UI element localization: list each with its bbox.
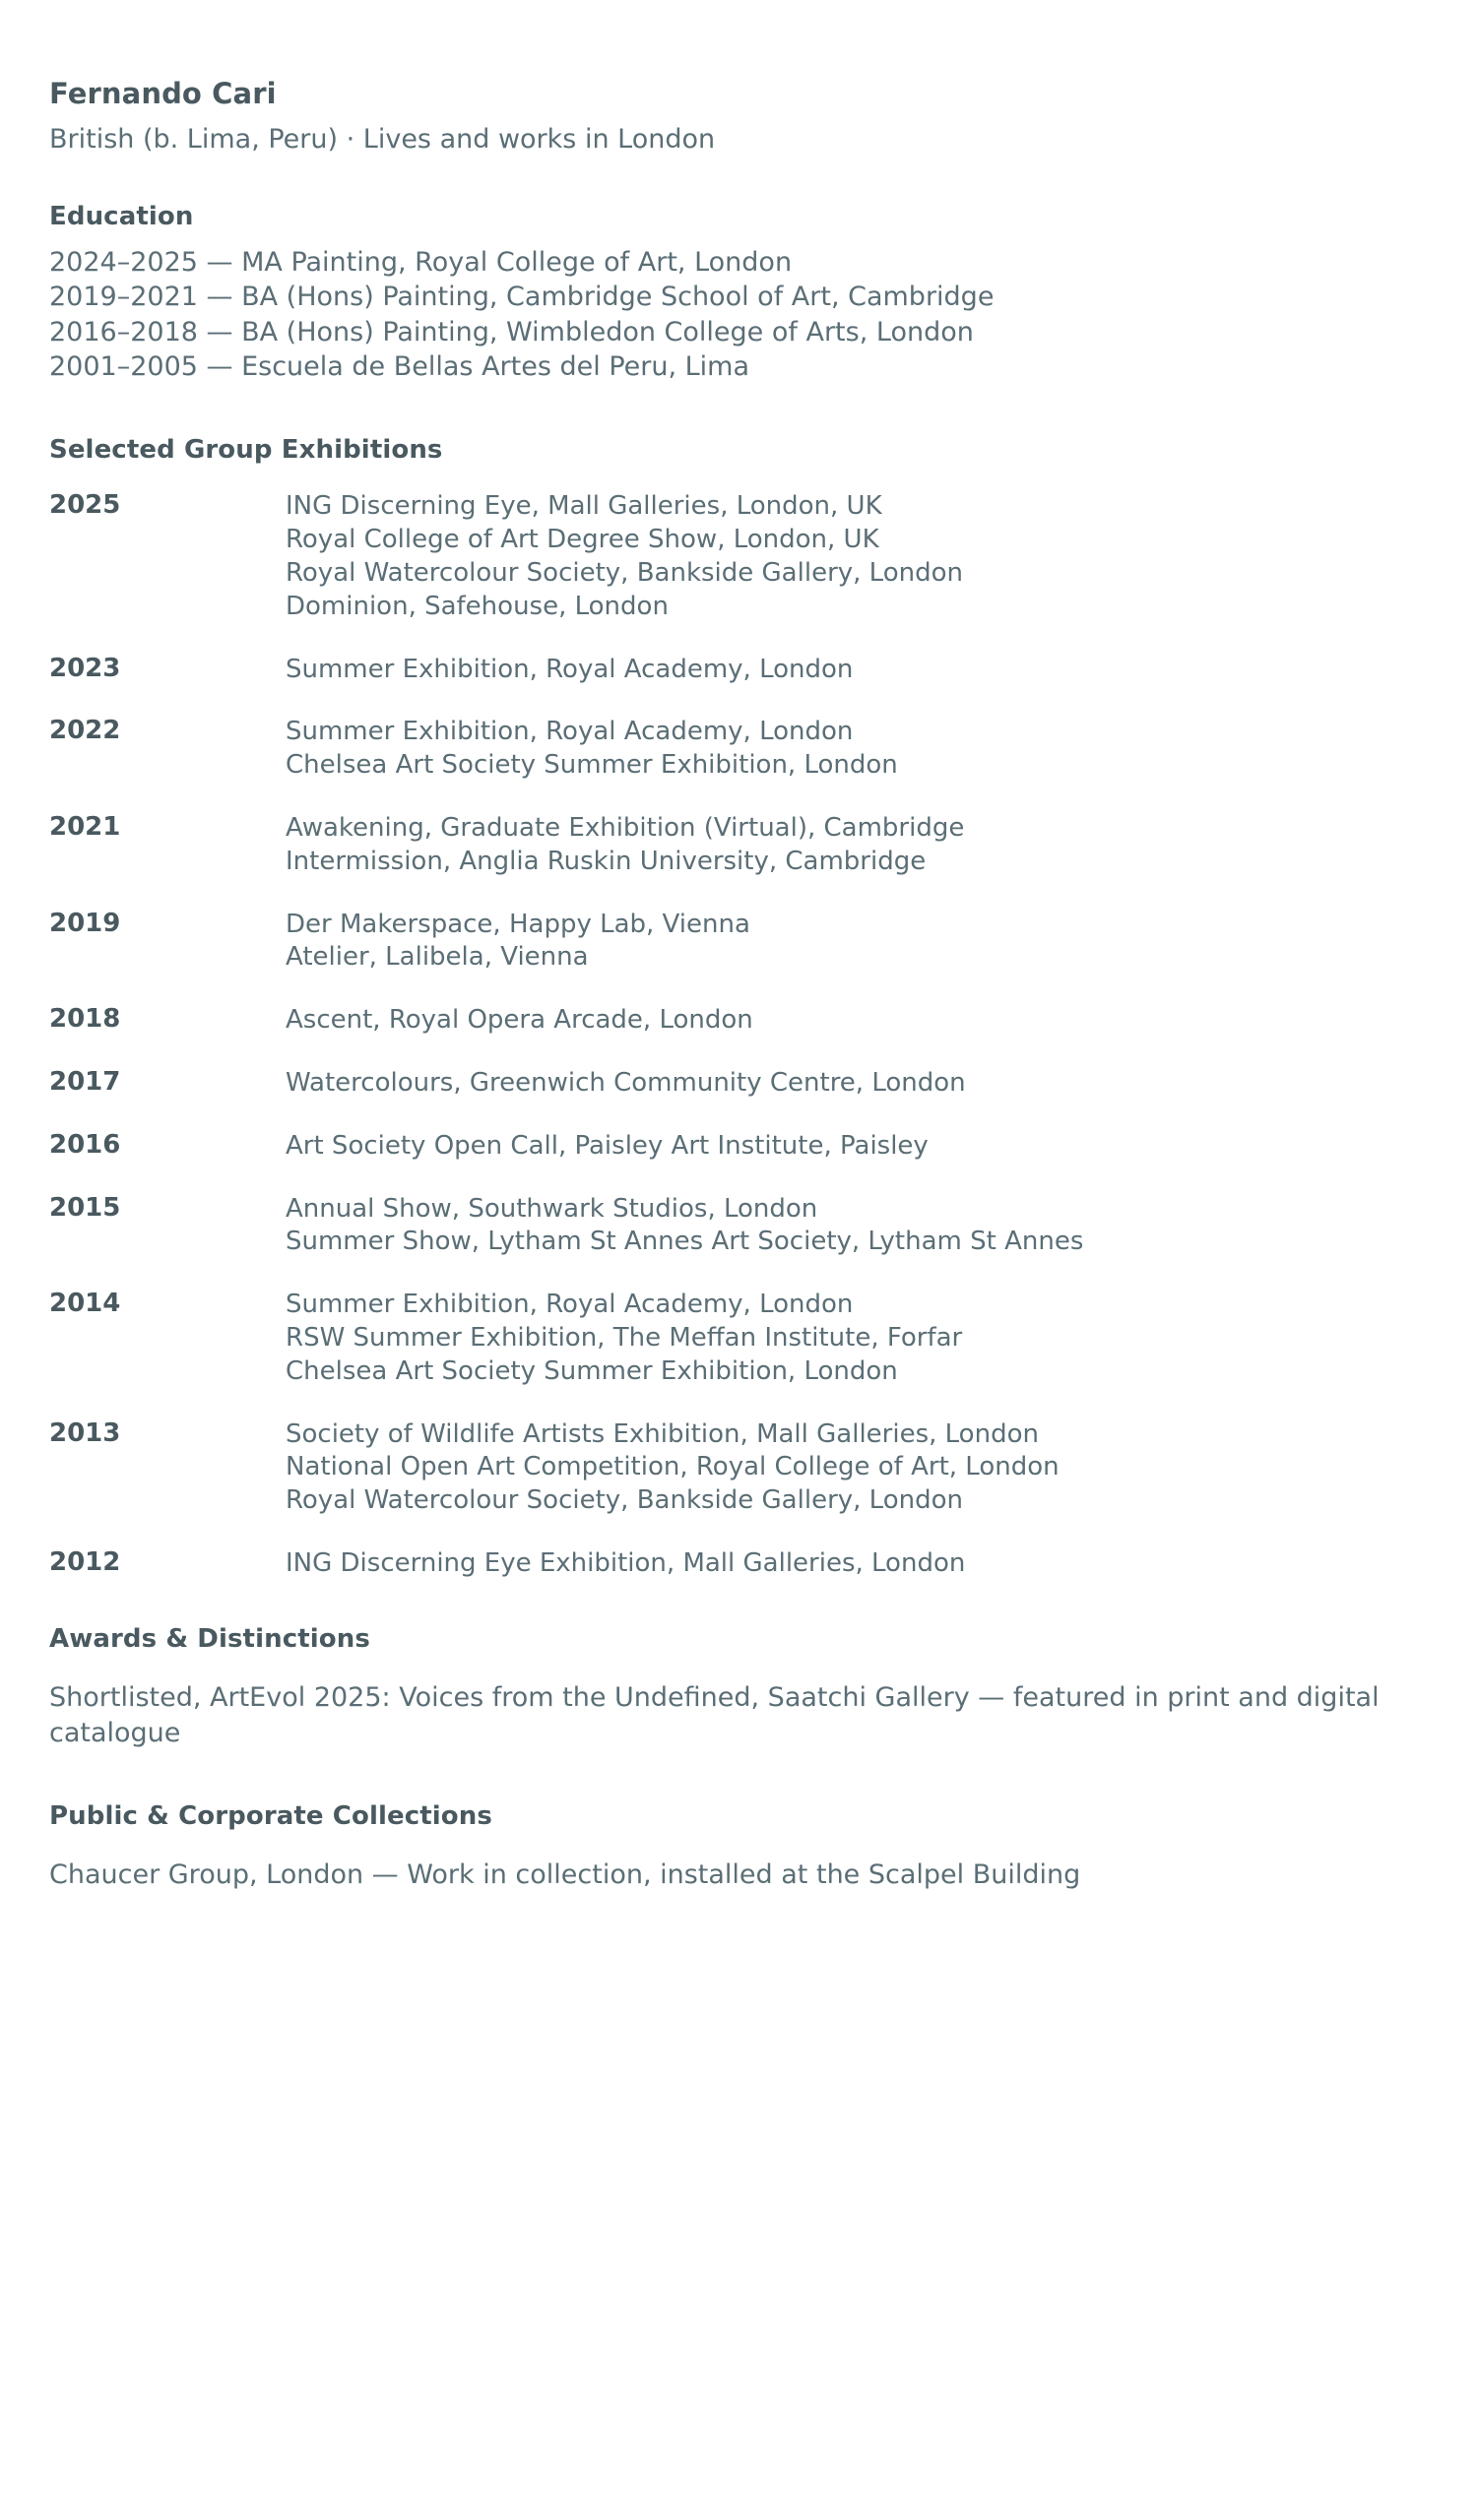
exhibition-item: RSW Summer Exhibition, The Meffan Institute, Forfar: [286, 1322, 963, 1353]
artist-subtitle: British (b. Lima, Peru) · Lives and works in London: [49, 124, 716, 155]
exhibition-item: Chelsea Art Society Summer Exhibition, London: [286, 750, 898, 781]
exhibition-entries: [286, 1067, 1431, 1130]
education-entry: 2019–2021 — BA (Hons) Painting, Cambridge School of Art, Cambridge: [49, 282, 995, 313]
exhibition-year: 2022: [49, 716, 121, 746]
exhibition-item: ING Discerning Eye Exhibition, Mall Galleries, London: [286, 1547, 966, 1578]
exhibition-entries: [286, 909, 1431, 1005]
exhibition-entries: [286, 1418, 1431, 1547]
exhibition-entries: [286, 812, 1431, 909]
awards-body: Shortlisted, ArtEvol 2025: Voices from the Undefined, Saatchi Gallery — featured in print and digital catalogue: [49, 1681, 1380, 1749]
exhibition-item: Summer Exhibition, Royal Academy, London: [286, 654, 854, 684]
exhibition-item: Summer Exhibition, Royal Academy, London: [286, 1290, 854, 1320]
exhibition-item: ING Discerning Eye, Mall Galleries, London, UK: [286, 491, 882, 522]
exhibitions-heading: Selected Group Exhibitions: [49, 435, 443, 466]
education-section: [49, 202, 1431, 384]
exhibition-entries: [286, 716, 1431, 812]
table-row: [49, 1418, 1431, 1547]
table-row: [49, 1547, 1431, 1581]
collections-heading: Public & Corporate Collections: [49, 1801, 492, 1832]
exhibition-entries: [286, 1193, 1431, 1290]
exhibition-item: Royal College of Art Degree Show, London, UK: [286, 525, 879, 555]
exhibition-entries: [286, 654, 1431, 717]
table-row: [49, 654, 1431, 717]
exhibition-year: 2016: [49, 1129, 121, 1160]
exhibition-year: 2023: [49, 653, 121, 683]
exhibition-year: 2013: [49, 1418, 121, 1448]
exhibition-year: 2018: [49, 1004, 121, 1035]
exhibition-item: Chelsea Art Society Summer Exhibition, London: [286, 1355, 898, 1386]
exhibition-year: 2019: [49, 908, 121, 938]
awards-section: [49, 1624, 1431, 1752]
table-row: [49, 490, 1431, 653]
exhibition-item: Atelier, Lalibela, Vienna: [286, 942, 589, 973]
exhibition-item: Dominion, Safehouse, London: [286, 591, 669, 621]
table-row: [49, 1289, 1431, 1418]
exhibitions-section: [49, 435, 1431, 1580]
table-row: [49, 716, 1431, 812]
exhibition-item: Annual Show, Southwark Studios, London: [286, 1193, 818, 1224]
education-entry: 2016–2018 — BA (Hons) Painting, Wimbledon College of Arts, London: [49, 316, 974, 347]
table-row: [49, 909, 1431, 1005]
exhibition-entries: [286, 490, 1431, 653]
exhibition-item: National Open Art Competition, Royal College of Art, London: [286, 1452, 1060, 1482]
exhibition-item: Art Society Open Call, Paisley Art Institute, Paisley: [286, 1130, 929, 1161]
exhibition-year: 2025: [49, 490, 121, 521]
exhibition-item: Der Makerspace, Happy Lab, Vienna: [286, 909, 750, 939]
collections-body: Chaucer Group, London — Work in collection, installed at the Scalpel Building: [49, 1859, 1081, 1891]
awards-heading: Awards & Distinctions: [49, 1623, 370, 1654]
exhibition-year: 2017: [49, 1067, 121, 1097]
artist-name: Fernando Cari: [49, 77, 277, 110]
table-row: [49, 1193, 1431, 1290]
exhibition-item: Royal Watercolour Society, Bankside Gallery, London: [286, 558, 963, 589]
table-row: [49, 1130, 1431, 1193]
table-row: [49, 812, 1431, 909]
exhibition-item: Watercolours, Greenwich Community Centre, London: [286, 1068, 966, 1098]
exhibition-item: Ascent, Royal Opera Arcade, London: [286, 1005, 753, 1036]
exhibition-item: Intermission, Anglia Ruskin University, Cambridge: [286, 846, 927, 876]
exhibition-entries: [286, 1004, 1431, 1067]
exhibition-entries: [286, 1547, 1431, 1581]
exhibition-item: Summer Show, Lytham St Annes Art Society, Lytham St Annes: [286, 1227, 1084, 1257]
exhibition-item: Society of Wildlife Artists Exhibition, Mall Galleries, London: [286, 1418, 1039, 1449]
exhibition-year: 2014: [49, 1289, 121, 1319]
exhibition-entries: [286, 1130, 1431, 1193]
exhibition-item: Royal Watercolour Society, Bankside Gallery, London: [286, 1485, 963, 1516]
education-heading: Education: [49, 202, 194, 231]
table-row: [49, 1067, 1431, 1130]
exhibition-item: Summer Exhibition, Royal Academy, London: [286, 717, 854, 747]
exhibition-year: 2021: [49, 812, 121, 843]
collections-section: [49, 1801, 1431, 1894]
exhibition-item: Awakening, Graduate Exhibition (Virtual), Cambridge: [286, 813, 965, 844]
education-entry: 2024–2025 — MA Painting, Royal College of Art, London: [49, 247, 793, 278]
exhibition-year: 2012: [49, 1546, 121, 1577]
exhibition-year: 2015: [49, 1192, 121, 1223]
exhibitions-table: [49, 490, 1431, 1580]
education-entry: 2001–2005 — Escuela de Bellas Artes del Peru, Lima: [49, 351, 750, 383]
table-row: [49, 1004, 1431, 1067]
exhibition-entries: [286, 1289, 1431, 1418]
